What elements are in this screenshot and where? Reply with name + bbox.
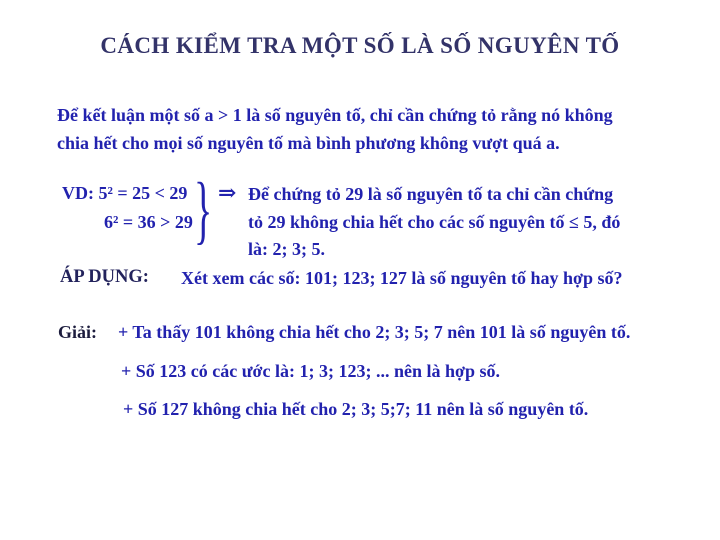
application-question: Xét xem các số: 101; 123; 127 là số nguyên tố hay hợp số? bbox=[181, 268, 623, 288]
solution-step-101: + Ta thấy 101 không chia hết cho 2; 3; 5; 7 nên 101 là số nguyên tố. bbox=[118, 322, 631, 342]
example-equation-1: VD: 5² = 25 < 29 bbox=[62, 183, 188, 203]
curly-brace-icon: } bbox=[194, 168, 213, 252]
example-conclusion-line-1: Để chứng tỏ 29 là số nguyên tố ta chỉ cần chứng bbox=[248, 184, 614, 204]
intro-line-1: Để kết luận một số a > 1 là số nguyên tố, chỉ cần chứng tỏ rằng nó không bbox=[57, 105, 613, 125]
page-title: CÁCH KIỂM TRA MỘT SỐ LÀ SỐ NGUYÊN TỐ bbox=[100, 33, 620, 58]
example-equation-2: 6² = 36 > 29 bbox=[104, 212, 193, 232]
example-conclusion-line-3: là: 2; 3; 5. bbox=[248, 239, 325, 259]
solution-label: Giải: bbox=[58, 322, 97, 342]
intro-line-2: chia hết cho mọi số nguyên tố mà bình phương không vượt quá a. bbox=[57, 133, 560, 153]
solution-step-123: + Số 123 có các ước là: 1; 3; 123; ... nên là hợp số. bbox=[121, 361, 500, 381]
implies-arrow-icon: ⇒ bbox=[218, 180, 237, 205]
intro-paragraph bbox=[57, 101, 613, 157]
example-conclusion-line-2: tỏ 29 không chia hết cho các số nguyên tố ≤ 5, đó bbox=[248, 211, 621, 232]
solution-step-127: + Số 127 không chia hết cho 2; 3; 5;7; 11 nên là số nguyên tố. bbox=[123, 399, 589, 419]
application-label: ÁP DỤNG: bbox=[60, 267, 149, 287]
example-conclusion bbox=[248, 181, 620, 264]
